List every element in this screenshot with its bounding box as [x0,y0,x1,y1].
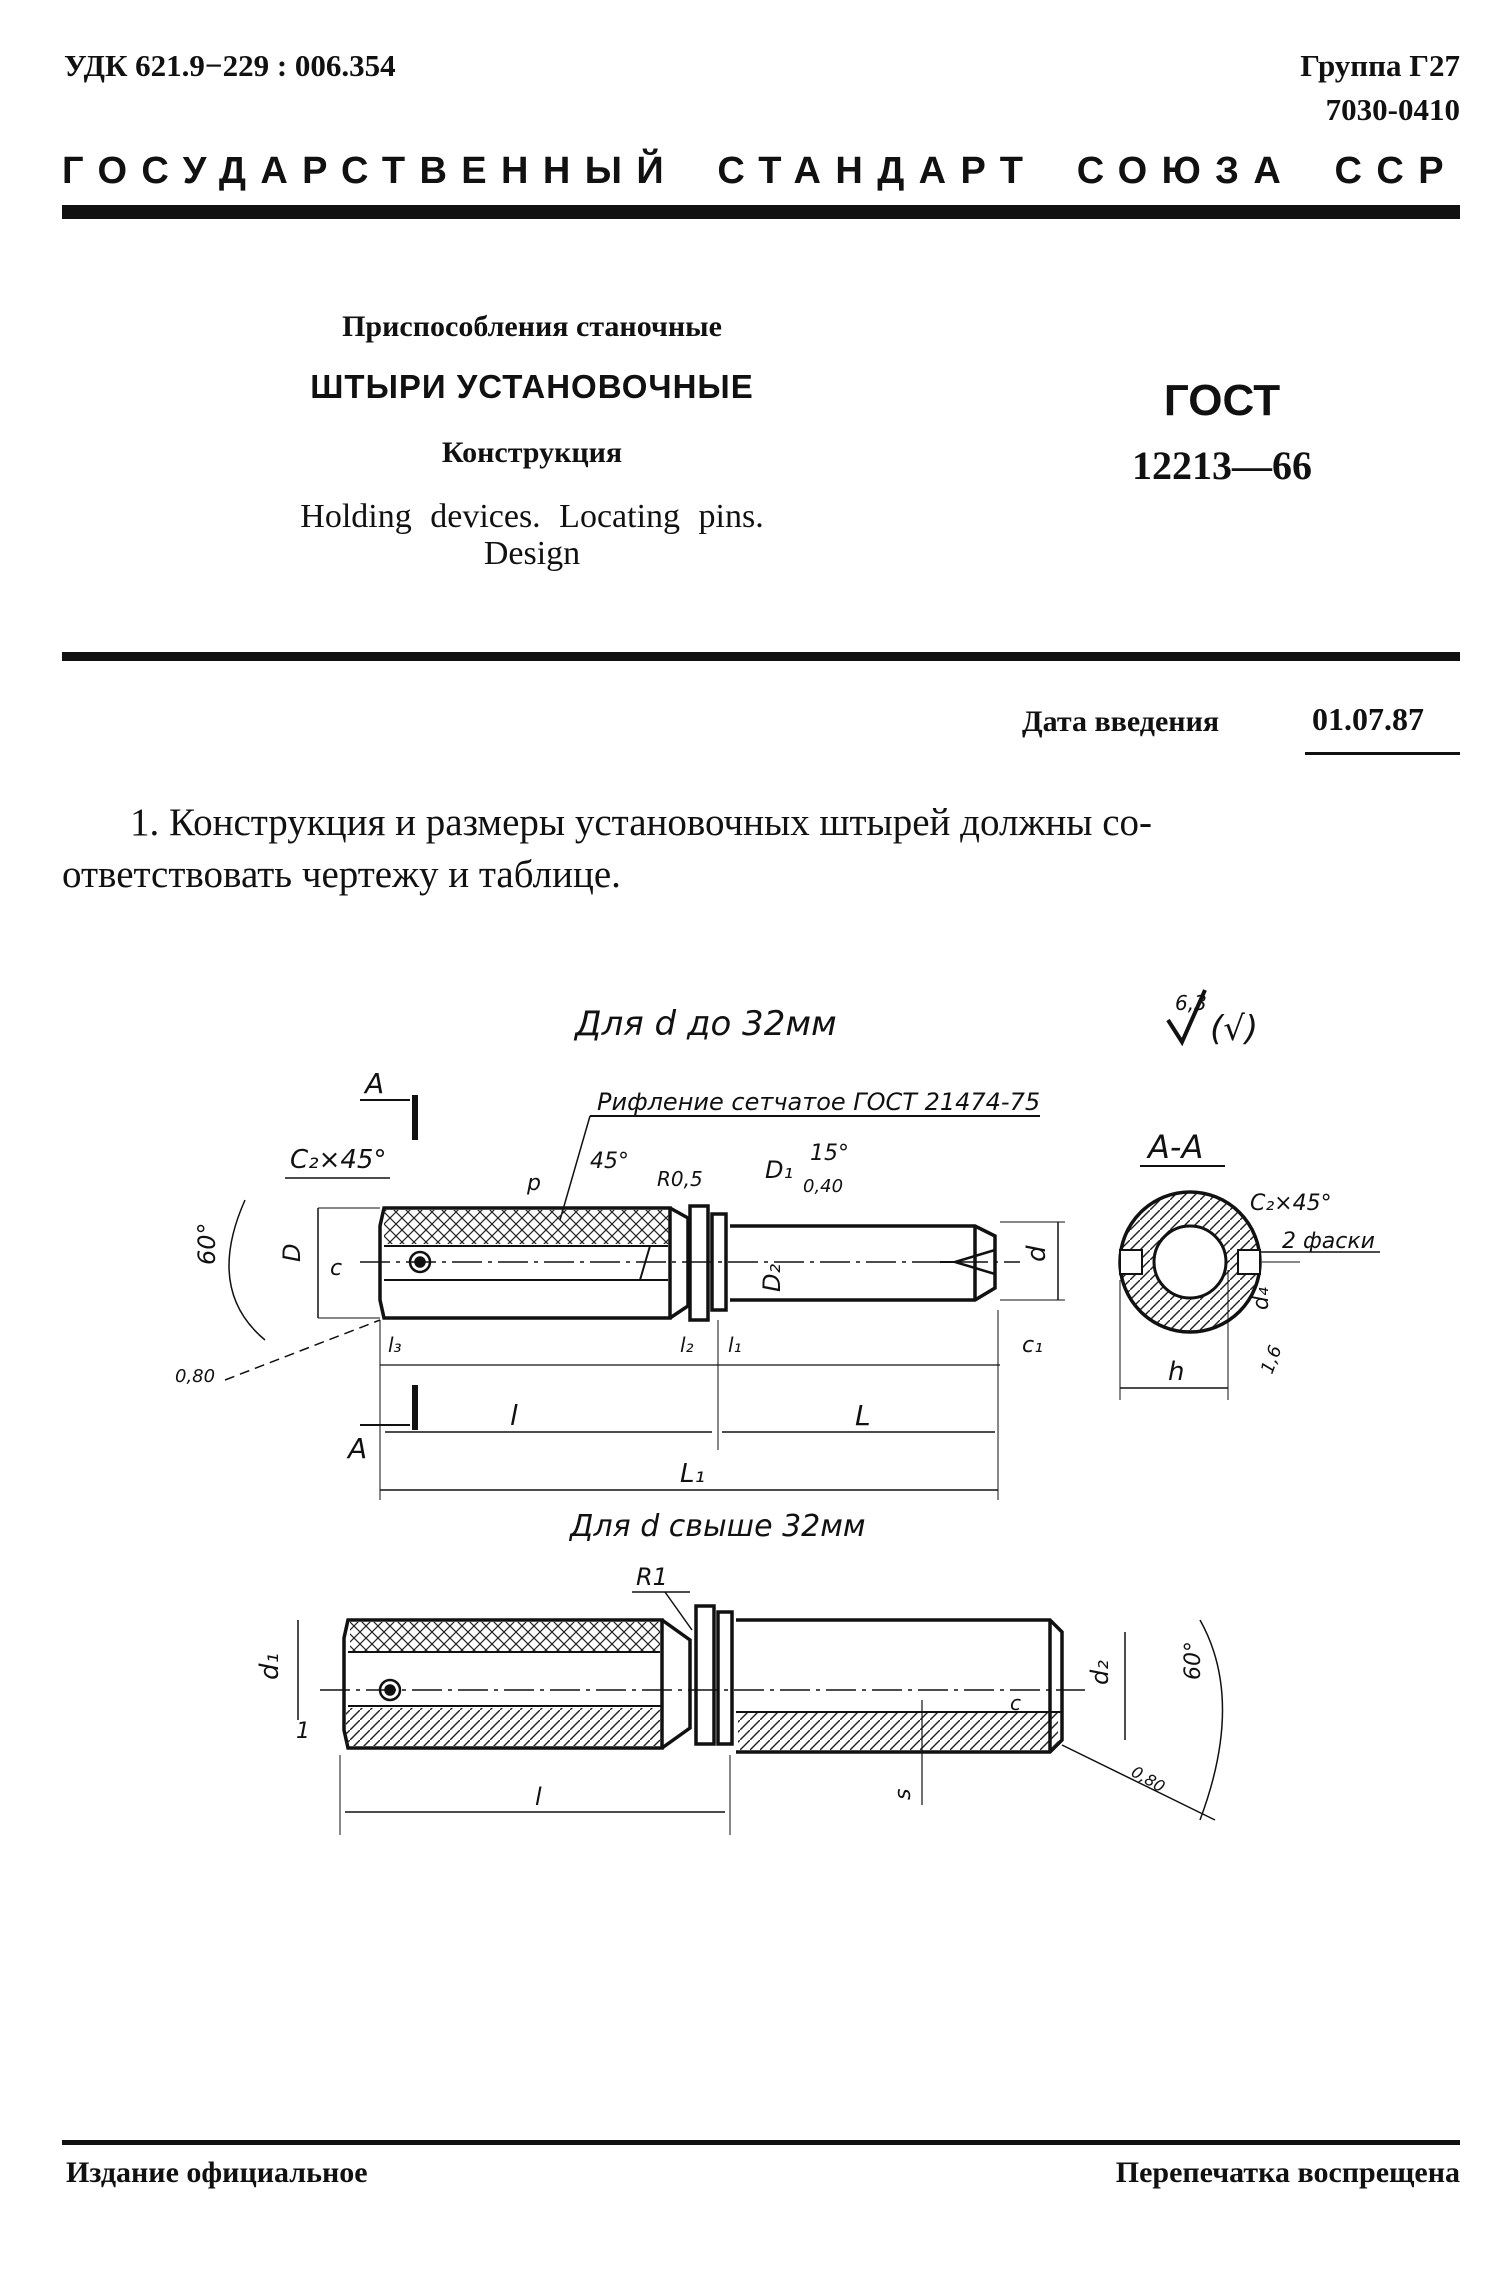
pin-bottom [344,1606,1062,1752]
section-mark-a-bottom: A [348,1432,368,1465]
knurl-leader-arrow [560,1116,590,1220]
label-r1: R1 [636,1563,668,1591]
label-c2x45: C₂×45° [290,1145,387,1175]
label-d: d [1022,1245,1052,1262]
english-title-line-2: Design [483,535,581,572]
section-mark-a-top: A [365,1067,385,1100]
label-two-chamfers: 2 фаски [1282,1229,1375,1254]
footer-reprint-forbidden: Перепечатка воспрещена [1115,2156,1460,2189]
label-l: l [510,1399,518,1432]
paragraph-1-line-2: ответствовать чертежу и таблице. [62,853,621,896]
section-view [1120,1192,1260,1332]
standard-banner: ГОСУДАРСТВЕННЫЙ СТАНДАРТ СОЮЗА ССР [62,150,1458,192]
roughness-rest: (√) [1210,1009,1259,1049]
label-h: h [1168,1357,1185,1387]
label-l3: l₃ [388,1333,402,1357]
label-c1: c₁ [1022,1333,1043,1358]
label-l2: l₂ [680,1333,694,1357]
english-title: Holding devices. Locating pins. [300,498,764,535]
pin-top [380,1206,995,1320]
label-r05: R0,5 [657,1167,703,1191]
label-60deg-bottom: 60° [1181,1641,1206,1680]
roughness-value: 6,3 [1175,991,1207,1015]
label-l1: l₁ [728,1333,742,1357]
gost-number: 12213—66 [1132,443,1312,488]
label-D2: D₂ [758,1263,786,1292]
footer-official-edition: Издание официальное [66,2156,368,2189]
label-15deg: 15° [810,1141,849,1166]
label-d1-top: D₁ [765,1156,794,1184]
label-l-bottom: l [535,1783,542,1811]
label-p: p [527,1171,541,1196]
label-d1-bottom: d₁ [255,1653,285,1680]
label-D: D [278,1243,306,1262]
label-one: 1 [296,1719,310,1744]
paragraph-1-line-1: 1. Конструкция и размеры установочных штырей должны со- [130,801,1153,844]
label-60deg: 60° [193,1222,221,1265]
label-d2-bottom: d₂ [1086,1660,1114,1685]
document-title: ШТЫРИ УСТАНОВОЧНЫЕ [310,368,754,405]
label-d4: d₄ [1249,1287,1274,1310]
label-L1: L₁ [680,1459,705,1489]
label-r16: 1,6 [1256,1342,1287,1377]
caption-top: Для d до 32мм [575,1004,837,1044]
knurl-note: Рифление сетчатое ГОСТ 21474-75 [597,1088,1041,1116]
section-title: А-А [1148,1128,1204,1166]
date-label: Дата введения [1022,705,1220,738]
date-value: 01.07.87 [1312,701,1424,737]
document-subtitle-design: Конструкция [441,436,623,469]
label-r040: 0,40 [803,1176,844,1197]
footer-rule [62,2140,1460,2145]
label-s: s [891,1788,916,1800]
udk-code: УДК 621.9−229 : 006.354 [64,48,396,83]
label-r080: 0,80 [175,1366,216,1387]
pin-top-knurl [384,1210,669,1244]
label-c-bottom: c [1010,1691,1021,1715]
label-c2x45-section: C₂×45° [1250,1191,1332,1216]
document-subtitle: Приспособления станочные [342,310,722,343]
group-code: Группа Г27 [1300,48,1460,83]
caption-bottom: Для d свыше 32мм [570,1509,866,1544]
label-r080-bottom: 0,80 [1128,1762,1169,1797]
classification-code: 7030-0410 [1325,92,1460,127]
label-45deg: 45° [590,1149,629,1174]
label-c: c [330,1256,343,1281]
label-L: L [855,1399,871,1432]
gost-label: ГОСТ [1163,376,1281,425]
